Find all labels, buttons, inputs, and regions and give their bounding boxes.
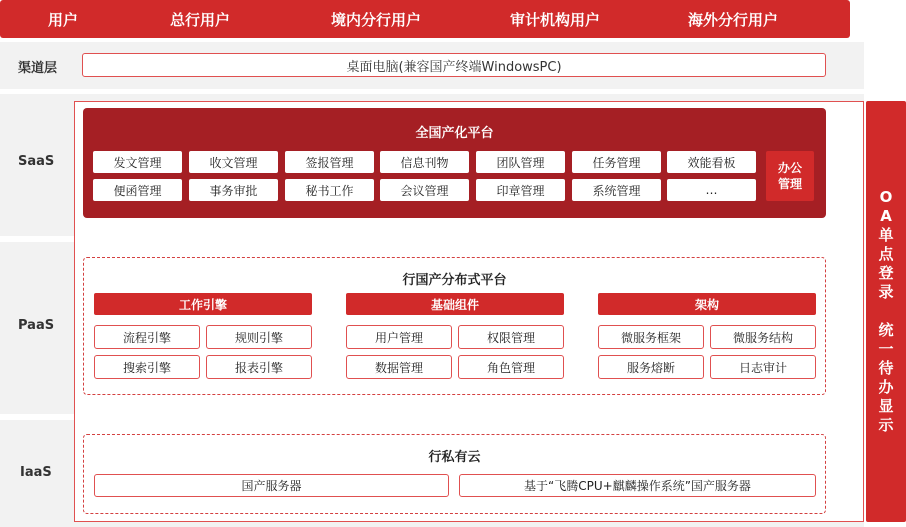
- paas-item-2-1: 微服务结构: [710, 325, 816, 349]
- saas-module-9: 秘书工作: [285, 179, 374, 201]
- user-label-0: 用户: [48, 10, 79, 29]
- channel-box: 桌面电脑(兼容国产终端WindowsPC): [82, 53, 826, 77]
- paas-item-2-2: 服务熔断: [598, 355, 704, 379]
- paas-title: 行国产分布式平台: [402, 273, 507, 288]
- users-bar: [0, 0, 850, 38]
- saas-module-4: 团队管理: [476, 151, 565, 173]
- sidebar-char-0: O: [879, 188, 893, 206]
- saas-module-5: 任务管理: [572, 151, 661, 173]
- sso-todo-sidebar: [866, 101, 906, 522]
- iaas-layer-label: IaaS: [20, 465, 52, 480]
- user-label-2: 境内分行用户: [331, 10, 422, 29]
- iaas-item-1: 基于“飞腾CPU+麒麟操作系统”国产服务器: [459, 474, 816, 497]
- channel-layer-label: 渠道层: [18, 61, 58, 76]
- saas-module-12: 系统管理: [572, 179, 661, 201]
- saas-module-0: 发文管理: [93, 151, 182, 173]
- paas-item-1-0: 用户管理: [346, 325, 452, 349]
- iaas-item-0: 国产服务器: [94, 474, 449, 497]
- paas-group-header-2: 架构: [598, 293, 816, 315]
- paas-item-0-2: 搜索引擎: [94, 355, 200, 379]
- user-label-1: 总行用户: [170, 10, 231, 29]
- saas-module-8: 事务审批: [189, 179, 278, 201]
- paas-item-1-1: 权限管理: [458, 325, 564, 349]
- paas-item-1-2: 数据管理: [346, 355, 452, 379]
- saas-module-6: 效能看板: [667, 151, 756, 173]
- saas-module-11: 印章管理: [476, 179, 565, 201]
- saas-module-10: 会议管理: [380, 179, 469, 201]
- sidebar-char-8: 一: [878, 340, 894, 358]
- saas-module-13: …: [667, 179, 756, 201]
- saas-module-3: 信息刊物: [380, 151, 469, 173]
- office-management-label: 办公管理: [777, 161, 802, 191]
- sidebar-char-1: A: [880, 207, 892, 225]
- saas-module-2: 签报管理: [285, 151, 374, 173]
- sidebar-char-4: 登: [878, 264, 894, 282]
- sidebar-char-3: 点: [878, 245, 894, 263]
- saas-module-1: 收文管理: [189, 151, 278, 173]
- paas-item-2-0: 微服务框架: [598, 325, 704, 349]
- paas-group-header-1: 基础组件: [346, 293, 564, 315]
- sidebar-char-11: 显: [878, 397, 894, 415]
- saas-module-7: 便函管理: [93, 179, 182, 201]
- sidebar-char-2: 单: [878, 226, 894, 244]
- paas-layer-label: PaaS: [18, 318, 55, 333]
- paas-item-0-1: 规则引擎: [206, 325, 312, 349]
- sidebar-char-10: 办: [878, 378, 894, 396]
- sidebar-char-12: 示: [878, 416, 894, 434]
- paas-group-header-0: 工作引擎: [94, 293, 312, 315]
- saas-title: 全国产化平台: [415, 126, 494, 141]
- office-management: [766, 151, 814, 201]
- sidebar-char-7: 统: [878, 321, 894, 339]
- paas-item-0-0: 流程引擎: [94, 325, 200, 349]
- saas-layer-label: SaaS: [18, 154, 55, 169]
- iaas-title: 行私有云: [428, 450, 481, 465]
- user-label-4: 海外分行用户: [688, 10, 779, 29]
- sidebar-char-5: 录: [878, 283, 894, 301]
- sidebar-char-9: 待: [878, 359, 894, 377]
- paas-item-2-3: 日志审计: [710, 355, 816, 379]
- paas-item-0-3: 报表引擎: [206, 355, 312, 379]
- paas-item-1-3: 角色管理: [458, 355, 564, 379]
- user-label-3: 审计机构用户: [510, 10, 601, 29]
